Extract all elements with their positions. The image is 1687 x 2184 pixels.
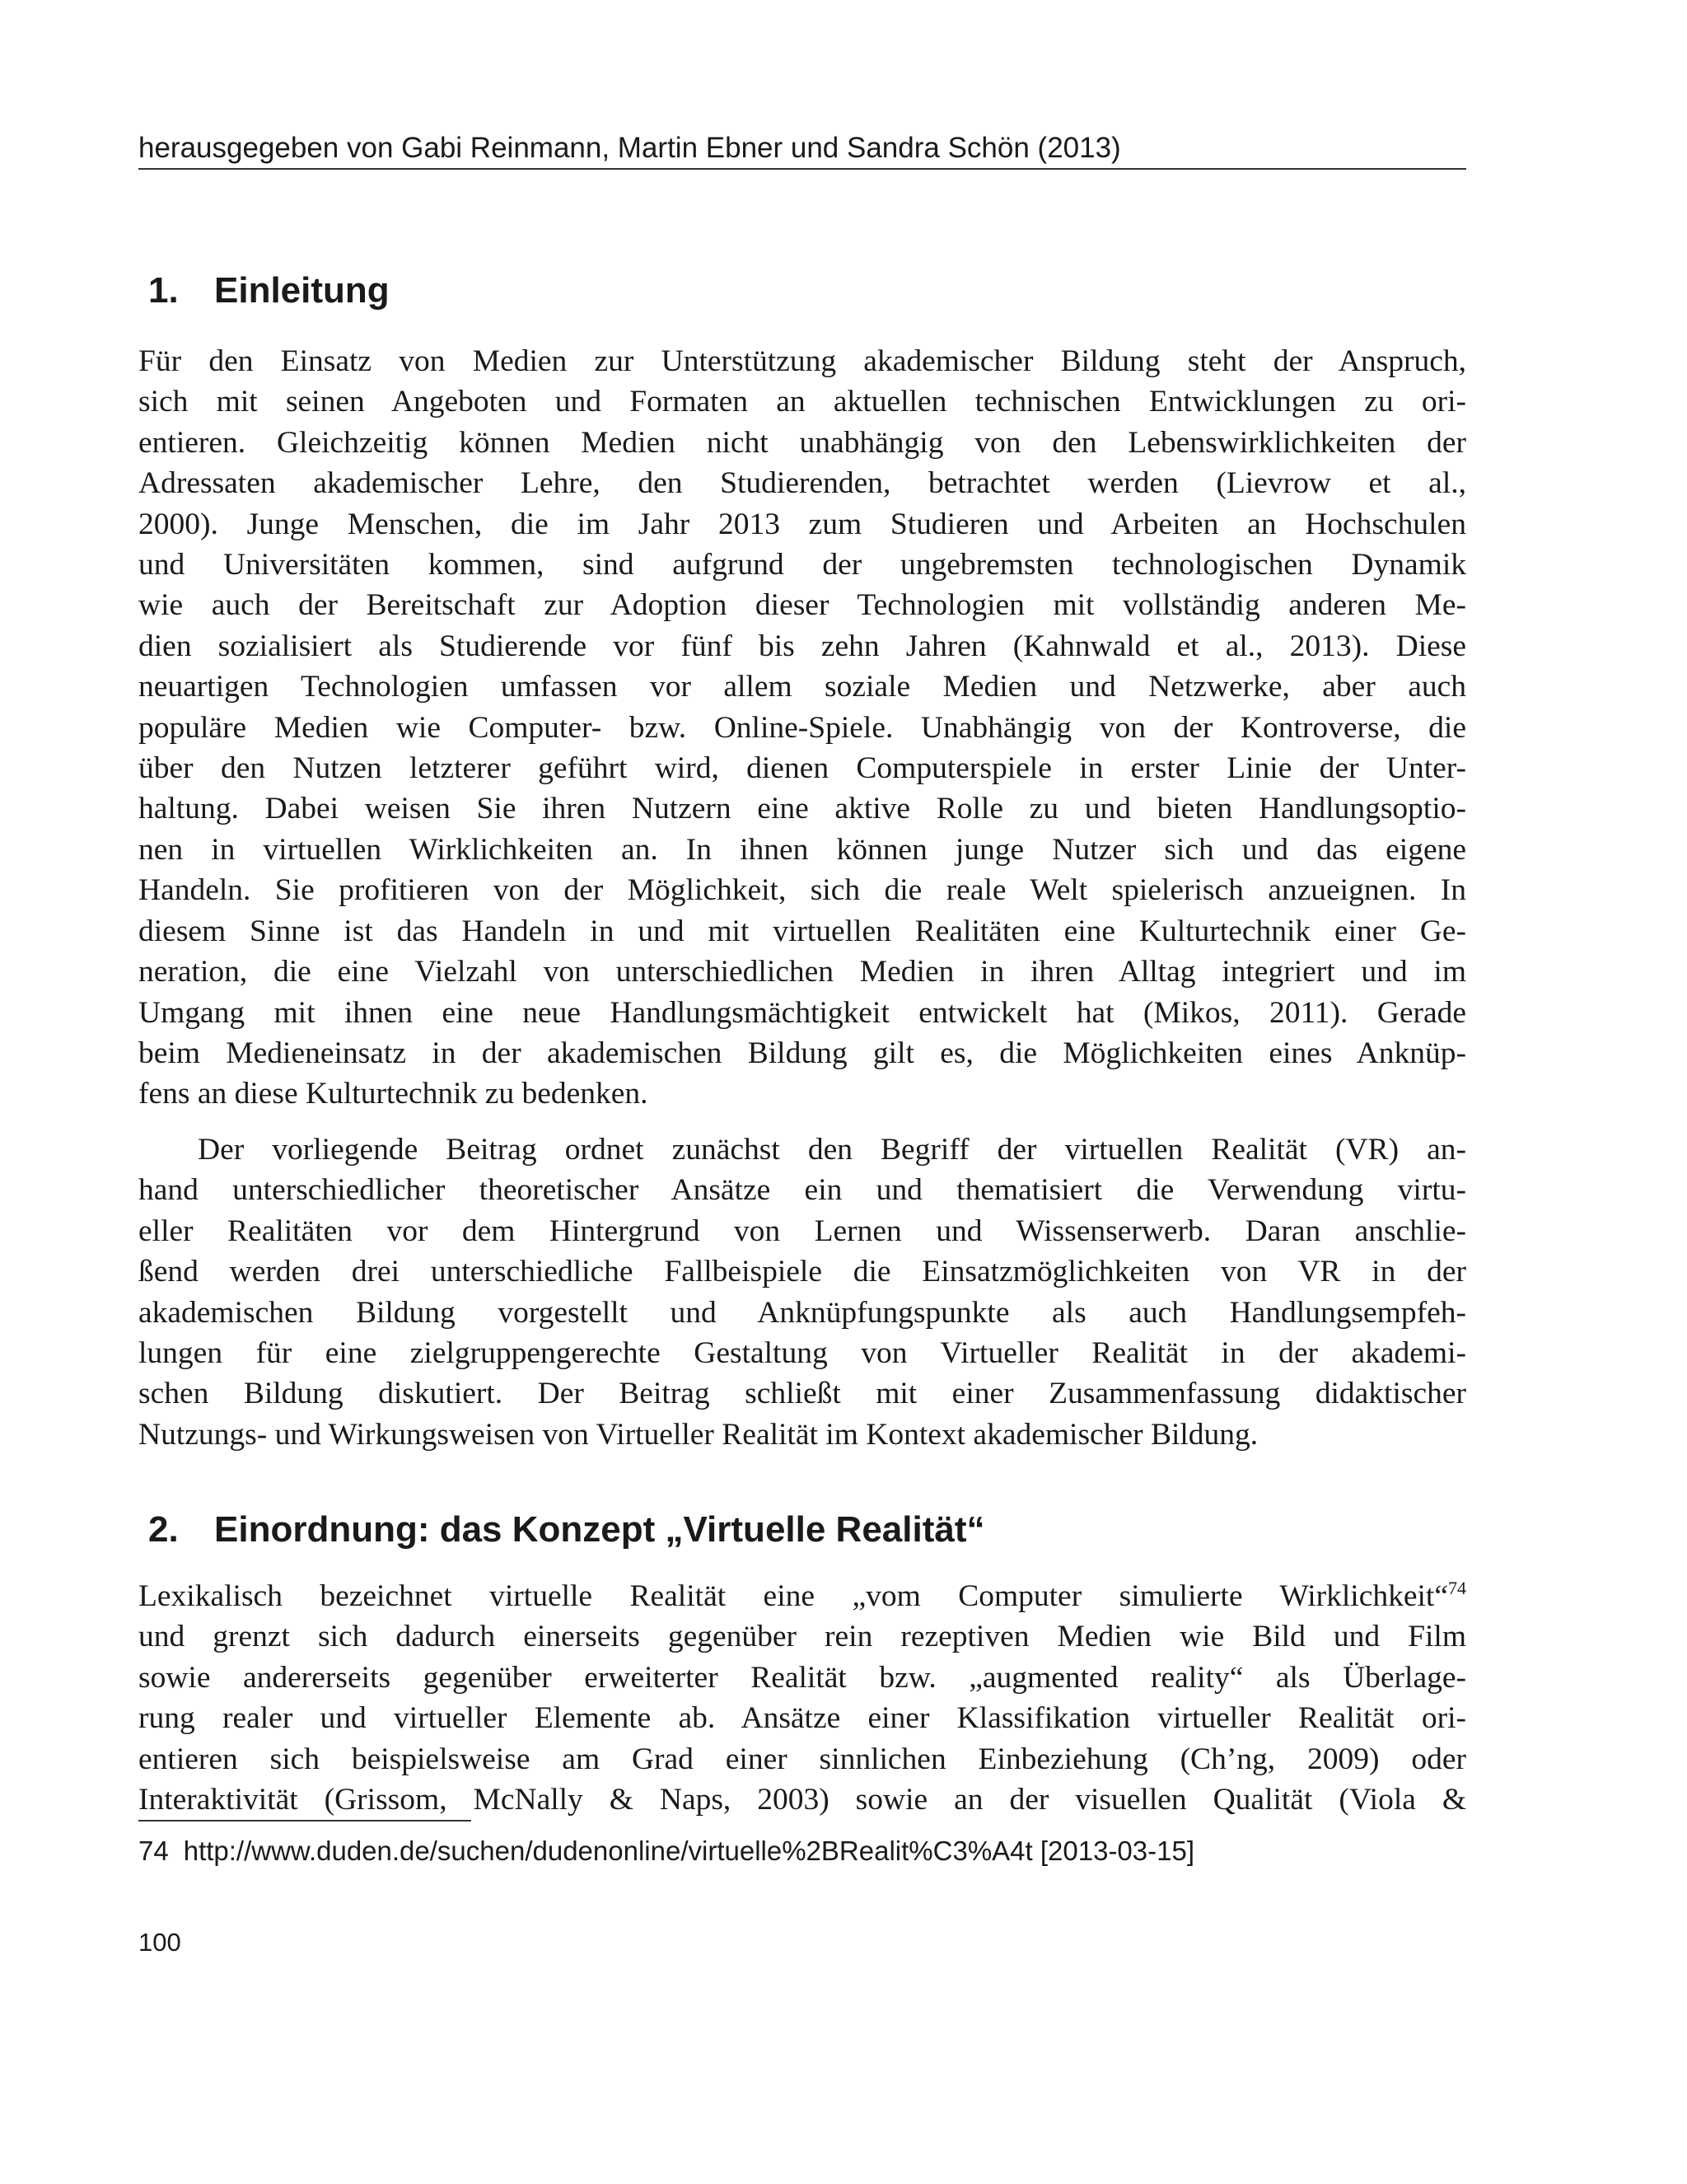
text-line: Umgang mit ihnen eine neue Handlungsmächtigkeit entwickelt hat (Mikos, 2011). Gerade — [138, 995, 1466, 1030]
section-1-heading — [148, 270, 1466, 311]
text-line: populäre Medien wie Computer- bzw. Online-Spiele. Unabhängig von der Kontroverse, die — [138, 710, 1466, 745]
text-line: eller Realitäten vor dem Hintergrund von Lernen und Wissenserwerb. Daran anschlie- — [138, 1214, 1466, 1248]
text-line: Handeln. Sie profitieren von der Möglichkeit, sich die reale Welt spielerisch anzueignen. In — [138, 873, 1466, 908]
text-line: entieren. Gleichzeitig können Medien nicht unabhängig von den Lebenswirklichkeiten der — [138, 425, 1466, 460]
text-line: neration, die eine Vielzahl von unterschiedlichen Medien in ihren Alltag integriert und im — [138, 955, 1466, 989]
footnote — [138, 1836, 1194, 1867]
section-title: Einleitung — [214, 270, 390, 311]
paragraph — [138, 1576, 1466, 1820]
text-line: Nutzungs- und Wirkungsweisen von Virtueller Realität im Kontext akademischer Bildung. — [138, 1417, 1259, 1452]
text-line: dien sozialisiert als Studierende vor fünf bis zehn Jahren (Kahnwald et al., 2013). Diese — [138, 629, 1466, 663]
text-line — [138, 1576, 1466, 1616]
text-line: Der vorliegende Beitrag ordnet zunächst den Begriff der virtuellen Realität (VR) an- — [198, 1133, 1466, 1167]
footnote-number: 74 — [138, 1836, 169, 1866]
text-line: hand unterschiedlicher theoretischer Ansätze ein und thematisiert die Verwendung virtu- — [138, 1173, 1466, 1208]
text-line: sich mit seinen Angeboten und Formaten an aktuellen technischen Entwicklungen zu ori- — [138, 385, 1466, 419]
text-line: fens an diese Kulturtechnik zu bedenken. — [138, 1077, 648, 1111]
text-line: schen Bildung diskutiert. Der Beitrag schließt mit einer Zusammenfassung didaktischer — [138, 1377, 1466, 1411]
text-line: beim Medieneinsatz in der akademischen Bildung gilt es, die Möglichkeiten eines Anknüp- — [138, 1036, 1466, 1070]
text-line: lungen für eine zielgruppengerechte Gestaltung von Virtueller Realität in der akademi- — [138, 1336, 1466, 1371]
section-number: 2. — [148, 1509, 179, 1550]
text-line: diesem Sinne ist das Handeln in und mit virtuellen Realitäten eine Kulturtechnik einer Ge- — [138, 914, 1466, 948]
section-title: Einordnung: das Konzept „Virtuelle Realität“ — [214, 1509, 985, 1550]
footnote-link[interactable]: http://www.duden.de/suchen/dudenonline/virtuelle%2BRealit%C3%A4t [2013-03-15] — [183, 1836, 1195, 1866]
section-number: 1. — [148, 270, 179, 311]
text-line: über den Nutzen letzterer geführt wird, dienen Computerspiele in erster Linie der Unter- — [138, 751, 1466, 786]
text-line: Für den Einsatz von Medien zur Unterstützung akademischer Bildung steht der Anspruch, — [138, 344, 1466, 378]
text-line: 2000). Junge Menschen, die im Jahr 2013 zum Studieren und Arbeiten an Hochschulen — [138, 507, 1466, 541]
text-line-content: Lexikalisch bezeichnet virtuelle Realität eine „vom Computer simulierte Wirklichkeit“ — [138, 1579, 1448, 1613]
text-line: wie auch der Bereitschaft zur Adoption dieser Technologien mit vollständig anderen Me- — [138, 588, 1466, 623]
text-line: nen in virtuellen Wirklichkeiten an. In ihnen können junge Nutzer sich und das eigene — [138, 832, 1466, 867]
text-line: und Universitäten kommen, sind aufgrund der ungebremsten technologischen Dynamik — [138, 548, 1466, 582]
text-line: entieren sich beispielsweise am Grad einer sinnlichen Einbeziehung (Ch’ng, 2009) oder — [138, 1742, 1466, 1776]
text-line: und grenzt sich dadurch einerseits gegenüber rein rezeptiven Medien wie Bild und Film — [138, 1620, 1466, 1654]
text-line: haltung. Dabei weisen Sie ihren Nutzern eine aktive Rolle zu und bieten Handlungsoptio- — [138, 792, 1466, 826]
text-line: Adressaten akademischer Lehre, den Studierenden, betrachtet werden (Lievrow et al., — [138, 466, 1466, 501]
text-line: rung realer und virtueller Elemente ab. Ansätze einer Klassifikation virtueller Realität ori- — [138, 1701, 1466, 1736]
paragraph — [138, 1129, 1466, 1455]
text-line: ßend werden drei unterschiedliche Fallbeispiele die Einsatzmöglichkeiten von VR in der — [138, 1255, 1466, 1289]
page-number: 100 — [138, 1928, 181, 1957]
paragraph — [138, 341, 1466, 1115]
section-2-heading — [148, 1509, 1466, 1550]
text-line: neuartigen Technologien umfassen vor allem soziale Medien und Netzwerke, aber auch — [138, 670, 1466, 704]
text-line: akademischen Bildung vorgestellt und Anknüpfungspunkte als auch Handlungsempfeh- — [138, 1295, 1466, 1330]
text-line: sowie andererseits gegenüber erweiterter Realität bzw. „augmented reality“ als Überlage- — [138, 1660, 1466, 1695]
footnote-marker: 74 — [1448, 1578, 1466, 1598]
text-line: Interaktivität (Grissom, McNally & Naps, 2003) sowie an der visuellen Qualität (Viola & — [138, 1783, 1466, 1817]
running-header: herausgegeben von Gabi Reinmann, Martin Ebner und Sandra Schön (2013) — [138, 132, 1466, 170]
footnote-divider — [138, 1820, 471, 1822]
